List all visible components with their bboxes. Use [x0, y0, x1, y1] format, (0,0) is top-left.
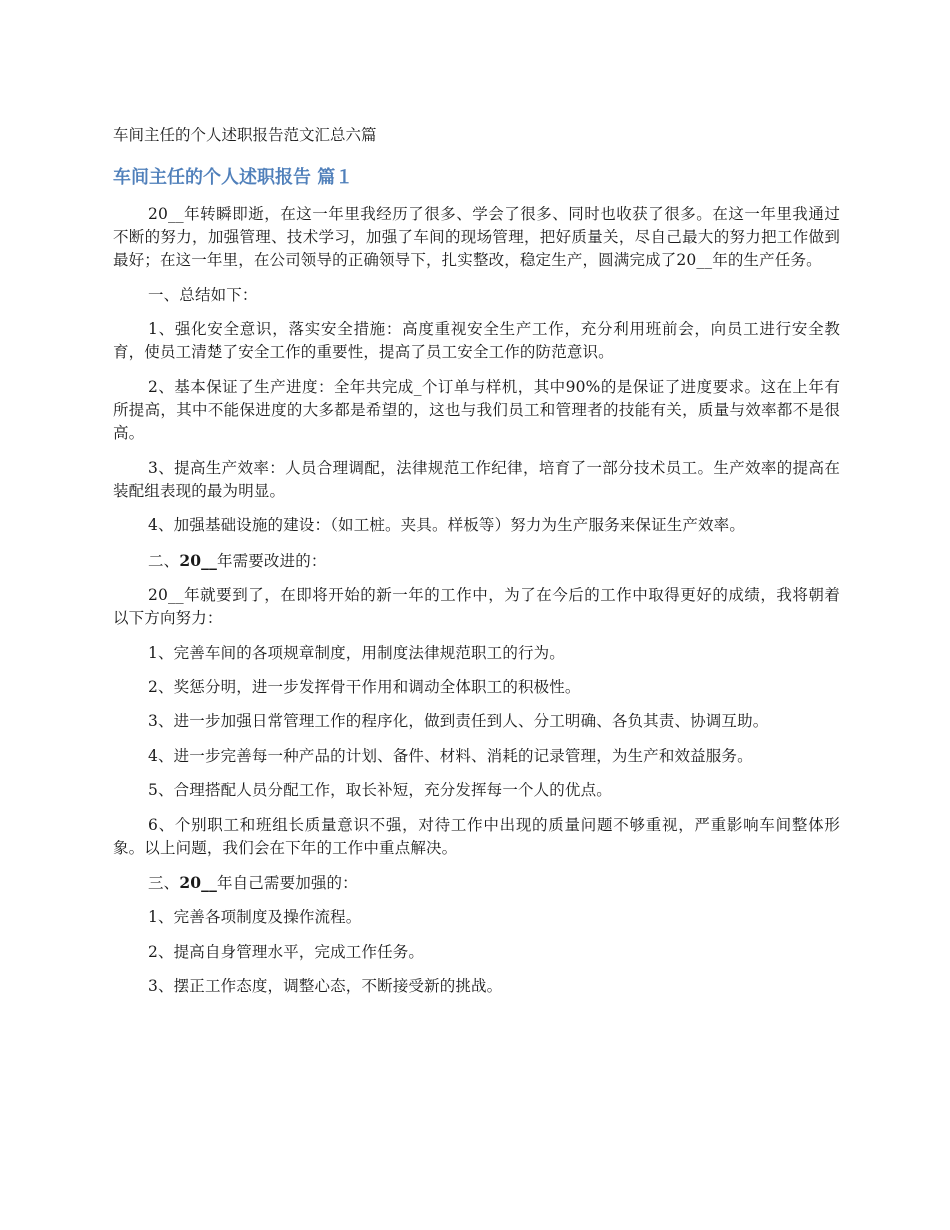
paragraph-infrastructure: 4、加强基础设施的建设：（如工桩。夹具。样板等）努力为生产服务来保证生产效率。 — [148, 516, 745, 535]
paragraph-progress: 2、基本保证了生产进度：全年共完成_个订单与样机，其中90%的是保证了进度要求。这在上年有所提高，其中不能保进度的大多都是希望的，这也与我们员工和管理者的技能有关，质量与效率都不是很高。 — [113, 377, 840, 443]
paragraph-strengthen-1: 1、完善各项制度及操作流程。 — [148, 908, 362, 927]
paragraph-summary-heading: 一、总结如下： — [148, 285, 258, 304]
paragraph-strengthen-3: 3、摆正工作态度，调整心态，不断接受新的挑战。 — [148, 977, 503, 996]
paragraph-improve-6: 6、个别职工和班组长质量意识不强，对待工作中出现的质量问题不够重视，严重影响车间整体形象。以上问题，我们会在下年的工作中重点解决。 — [113, 815, 840, 857]
paragraph-improve-5: 5、合理搭配人员分配工作，取长补短，充分发挥每一个人的优点。 — [148, 781, 612, 800]
paragraph-strengthen-heading: 三、20__年自己需要加强的： — [148, 873, 358, 893]
paragraph-new-year: 20__年就要到了，在即将开始的新一年的工作中，为了在今后的工作中取得更好的成绩，我将朝着以下方向努力： — [113, 585, 840, 628]
paragraph-improve-2: 2、奖惩分明，进一步发挥骨干作用和调动全体职工的积极性。 — [148, 677, 581, 696]
paragraph-improve-3: 3、进一步加强日常管理工作的程序化，做到责任到人、分工明确、各负其责、协调互助。 — [148, 712, 769, 731]
paragraph-strengthen-2: 2、提高自身管理水平，完成工作任务。 — [148, 942, 425, 961]
paragraph-improve-4: 4、进一步完善每一种产品的计划、备件、材料、消耗的记录管理，为生产和效益服务。 — [148, 746, 753, 765]
document-body — [113, 203, 840, 1010]
section-heading: 车间主任的个人述职报告 篇１ — [113, 167, 354, 188]
paragraph-improvement-heading: 二、20__年需要改进的： — [148, 550, 327, 570]
paragraph-efficiency: 3、提高生产效率：人员合理调配，法律规范工作纪律，培育了一部分技术员工。生产效率的提高在装配组表现的最为明显。 — [113, 458, 840, 500]
document-title: 车间主任的个人述职报告范文汇总六篇 — [113, 126, 377, 144]
paragraph-intro: 20__年转瞬即逝，在这一年里我经历了很多、学会了很多、同时也收获了很多。在这一年里我通过不断的努力，加强管理、技术学习，加强了车间的现场管理，把好质量关，尽自己最大的努力把工作做到最好；在这一年里，在公司领导的正确领导下，扎实整改，稳定生产，圆满完成了20__年的生产任务。 — [113, 205, 840, 270]
paragraph-improve-1: 1、完善车间的各项规章制度，用制度法律规范职工的行为。 — [148, 643, 565, 662]
paragraph-safety: 1、强化安全意识，落实安全措施：高度重视安全生产工作，充分利用班前会，向员工进行安全教育，使员工清楚了安全工作的重要性，提高了员工安全工作的防范意识。 — [113, 320, 840, 362]
